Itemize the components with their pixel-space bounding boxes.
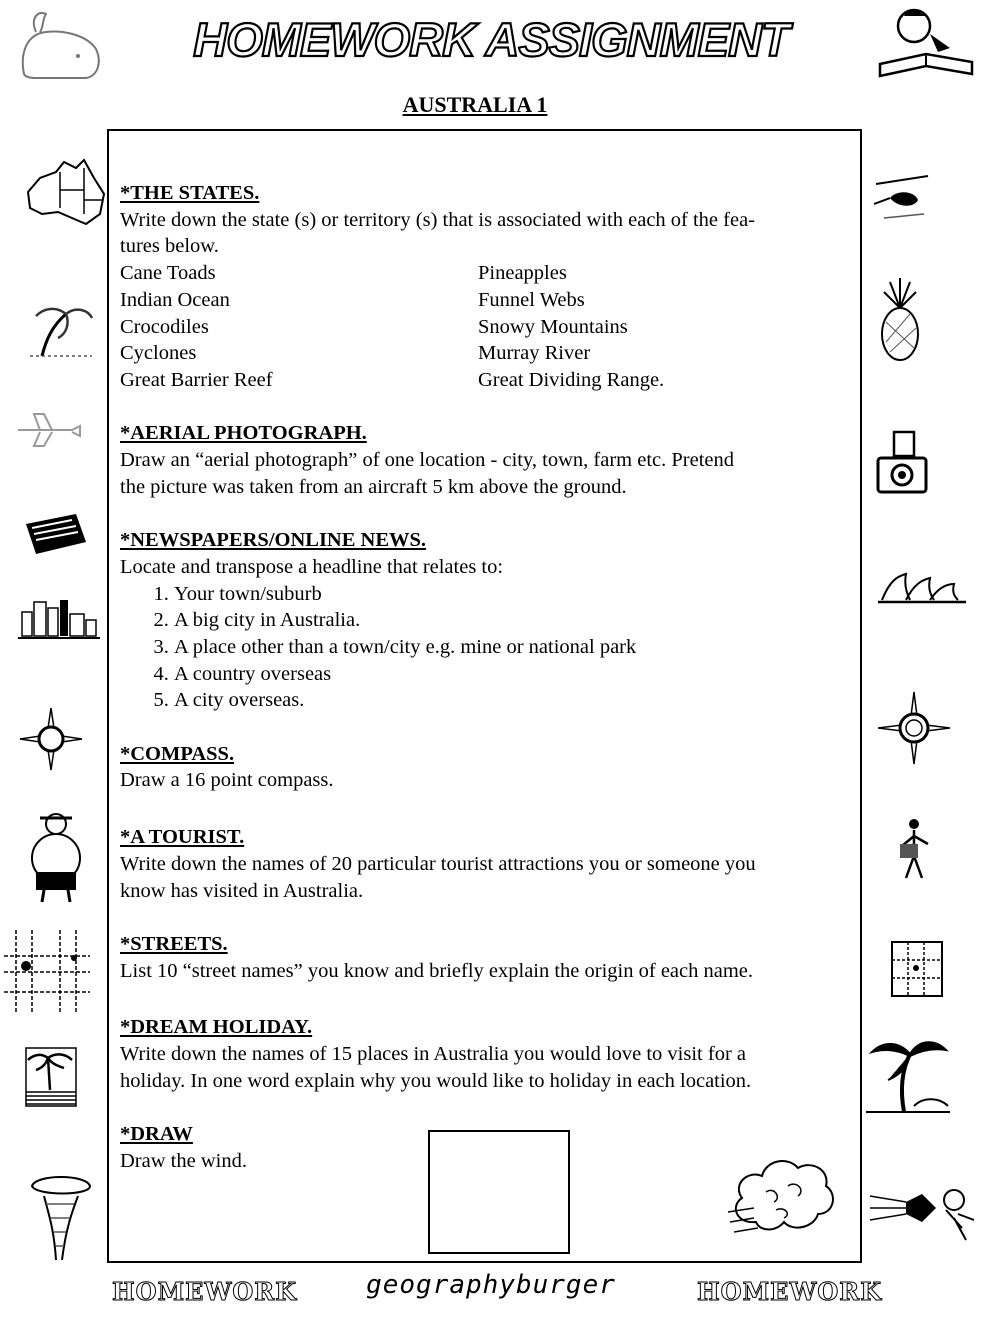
page-title-text: HOMEWORK ASSIGNMENT [193, 13, 789, 66]
section-text: know has visited in Australia. [120, 879, 364, 902]
section-text: Locate and transpose a headline that relates to: [120, 555, 504, 578]
headline-list [120, 581, 850, 715]
wind-figure-icon [866, 1178, 976, 1244]
drawing-box [428, 1130, 570, 1254]
palm-tree-icon [26, 300, 96, 360]
feature-item: Crocodiles [120, 315, 209, 338]
section-title: *A TOURIST. [120, 826, 245, 849]
section-tourist [120, 824, 850, 904]
section-holiday [120, 1014, 850, 1094]
section-text: Write down the names of 15 places in Australia you would love to visit for a [120, 1043, 747, 1066]
features-list [120, 260, 850, 394]
feature-item: Great Dividing Range. [478, 368, 665, 391]
feature-item: Snowy Mountains [478, 315, 628, 338]
footer-homework-right: HOMEWORK [697, 1277, 883, 1306]
section-title: *NEWSPAPERS/ONLINE NEWS. [120, 529, 427, 552]
section-text: List 10 “street names” you know and briefly explain the origin of each name. [120, 959, 754, 982]
whale-icon [16, 4, 104, 82]
section-compass [120, 741, 850, 794]
pineapple-icon [876, 278, 924, 364]
section-title: *COMPASS. [120, 742, 235, 765]
section-title: *DRAW [120, 1123, 193, 1146]
newspaper-icon [22, 510, 90, 558]
feature-item: Indian Ocean [120, 288, 230, 311]
section-text: Write down the names of 20 particular tourist attractions you or someone you [120, 852, 756, 875]
section-aerial [120, 420, 850, 500]
page-title [0, 8, 982, 72]
section-streets [120, 931, 850, 984]
footer-brand: geographyburger [366, 1270, 616, 1300]
tourist-icon [22, 808, 92, 904]
wind-cloud-icon [726, 1152, 838, 1238]
airplane-icon [14, 410, 84, 450]
section-title: *STREETS. [120, 932, 228, 955]
beach-palm-icon [864, 1034, 950, 1116]
australia-map-icon [24, 158, 108, 230]
compass-rose-icon [876, 690, 952, 766]
street-map-icon [2, 928, 92, 1016]
section-states [120, 180, 850, 394]
features-right-column [478, 260, 836, 394]
island-palm-icon [24, 1046, 78, 1108]
section-text: Draw a 16 point compass. [120, 769, 334, 792]
section-title: *AERIAL PHOTOGRAPH. [120, 422, 367, 445]
list-item: 5. A city overseas. [174, 687, 850, 714]
feature-item: Pineapples [478, 262, 567, 285]
section-title: *DREAM HOLIDAY. [120, 1016, 313, 1039]
helicopter-icon [870, 168, 934, 228]
feature-item: Great Barrier Reef [120, 368, 273, 391]
section-text: Draw the wind. [120, 1149, 247, 1172]
opera-house-icon [876, 570, 968, 608]
grid-map-icon [890, 940, 944, 998]
list-item: 3. A place other than a town/city e.g. mine or national park [174, 634, 850, 661]
section-text: the picture was taken from an aircraft 5 km above the ground. [120, 475, 627, 498]
features-left-column [120, 260, 478, 394]
city-skyline-icon [18, 596, 100, 640]
list-item: 4. A country overseas [174, 661, 850, 688]
reader-icon [876, 4, 976, 78]
walking-figure-icon [894, 816, 936, 884]
tornado-icon [26, 1172, 96, 1264]
compass-rose-icon [18, 706, 84, 772]
list-item: 2. A big city in Australia. [174, 607, 850, 634]
section-title: *THE STATES. [120, 182, 260, 204]
section-text: Draw an “aerial photograph” of one location - city, town, farm etc. Pretend [120, 449, 734, 472]
footer-homework-left: HOMEWORK [112, 1277, 298, 1306]
section-news [120, 527, 850, 714]
section-text: holiday. In one word explain why you would like to holiday in each location. [120, 1069, 752, 1092]
list-item: 1. Your town/suburb [174, 581, 850, 608]
section-instruction: Write down the state (s) or territory (s) that is associated with each of the fea- [120, 208, 756, 231]
assignment-subtitle: AUSTRALIA 1 [402, 92, 548, 117]
assignment-content [120, 180, 850, 1201]
feature-item: Cyclones [120, 342, 197, 365]
feature-item: Cane Toads [120, 262, 216, 285]
section-instruction: tures below. [120, 235, 219, 258]
feature-item: Funnel Webs [478, 288, 585, 311]
camera-icon [874, 430, 930, 496]
feature-item: Murray River [478, 342, 591, 365]
